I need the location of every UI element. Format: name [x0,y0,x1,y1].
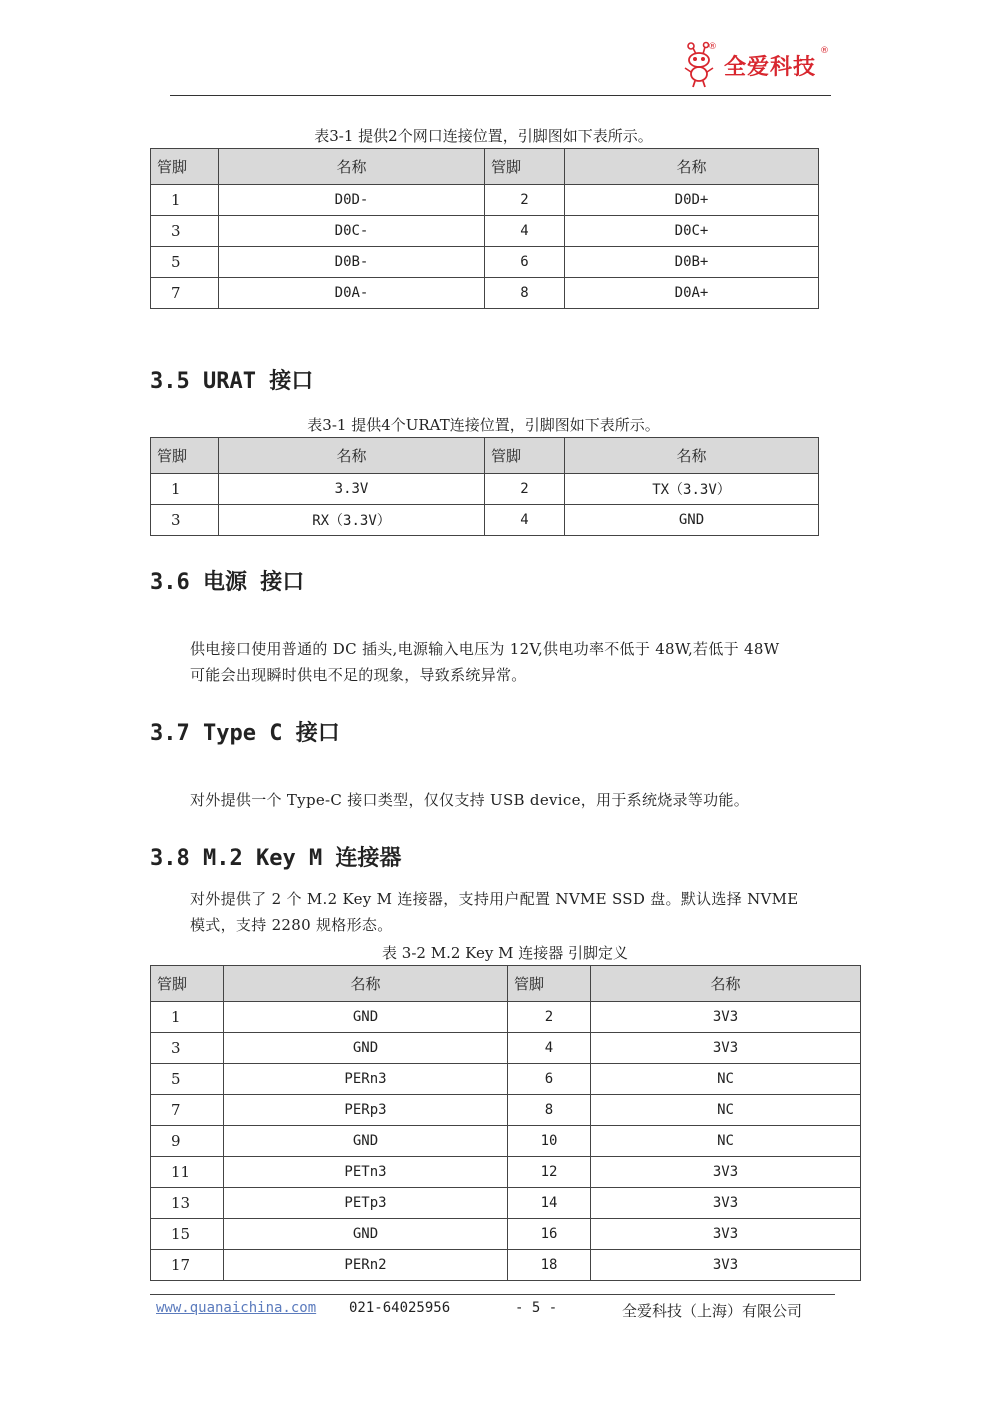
footer-website-link[interactable]: www.quanaichina.com [156,1300,317,1316]
col-header: 管脚 [151,149,219,185]
registered-mark-2: ® [820,46,829,56]
pin-name: D0C- [219,216,485,247]
pin-name: D0C+ [565,216,819,247]
pin-name: 3V3 [591,1250,861,1281]
pin-number: 18 [508,1250,591,1281]
table-row [151,1219,861,1250]
pin-number: 3 [151,1033,224,1064]
table-header-row [151,966,861,1002]
pin-name: GND [224,1002,508,1033]
table-row [151,185,819,216]
pin-number: 1 [151,185,219,216]
table-row [151,247,819,278]
pin-name: D0A+ [565,278,819,309]
col-header: 名称 [591,966,861,1002]
col-header: 名称 [219,149,485,185]
pin-name: D0B+ [565,247,819,278]
pin-name: D0D- [219,185,485,216]
pin-name: GND [224,1126,508,1157]
table-row [151,216,819,247]
pin-name: 3V3 [591,1002,861,1033]
pin-number: 4 [508,1033,591,1064]
table-header-row [151,438,819,474]
m2-paragraph [190,886,850,938]
pin-name: PETn3 [224,1157,508,1188]
paragraph-line: 供电接口使用普通的 DC 插头,电源输入电压为 12V,供电功率不低于 48W,若低于 48W [190,640,780,658]
pin-number: 3 [151,505,219,536]
footer-phone: 021-64025956 [349,1300,451,1316]
pin-number: 2 [508,1002,591,1033]
company-logo [682,40,832,90]
typec-paragraph: 对外提供一个 Type-C 接口类型，仅仅支持 USB device，用于系统烧录等功能。 [190,791,750,809]
section-heading-3-5: 3.5 URAT 接口 [150,369,314,394]
pin-number: 2 [485,185,565,216]
footer-divider [150,1294,835,1295]
section-heading-3-6: 3.6 电源 接口 [150,570,305,595]
pin-number: 14 [508,1188,591,1219]
table-row [151,474,819,505]
pin-number: 9 [151,1126,224,1157]
pin-number: 6 [508,1064,591,1095]
pin-number: 4 [485,216,565,247]
pin-number: 13 [151,1188,224,1219]
table-row [151,1157,861,1188]
pin-number: 16 [508,1219,591,1250]
col-header: 名称 [565,149,819,185]
pin-name: TX（3.3V） [565,474,819,505]
pin-name: 3V3 [591,1219,861,1250]
pin-number: 12 [508,1157,591,1188]
pin-name: 3.3V [219,474,485,505]
pin-number: 7 [151,1095,224,1126]
table-row [151,278,819,309]
pin-number: 1 [151,474,219,505]
table-row [151,505,819,536]
pin-name: PETp3 [224,1188,508,1219]
pin-name: D0D+ [565,185,819,216]
pin-name: NC [591,1095,861,1126]
pin-name: PERp3 [224,1095,508,1126]
table-header-row [151,149,819,185]
m2-table-caption: 表 3-2 M.2 Key M 连接器 引脚定义 [382,944,628,962]
paragraph-line: 可能会出现瞬时供电不足的现象，导致系统异常。 [190,666,527,684]
col-header: 管脚 [485,149,565,185]
pin-number: 8 [485,278,565,309]
table-row [151,1188,861,1219]
col-header: 名称 [224,966,508,1002]
pin-number: 5 [151,1064,224,1095]
table-row [151,1002,861,1033]
pin-number: 5 [151,247,219,278]
pin-name: 3V3 [591,1188,861,1219]
urat-pin-table [150,437,819,536]
pin-name: 3V3 [591,1157,861,1188]
table-row [151,1033,861,1064]
pin-name: GND [565,505,819,536]
col-header: 管脚 [508,966,591,1002]
table-row [151,1250,861,1281]
section-heading-3-7: 3.7 Type C 接口 [150,721,340,746]
table-row [151,1095,861,1126]
net-table-caption: 表3-1 提供2个网口连接位置，引脚图如下表所示。 [314,127,653,145]
table-row [151,1064,861,1095]
table-row [151,1126,861,1157]
pin-number: 7 [151,278,219,309]
pin-number: 11 [151,1157,224,1188]
pin-number: 4 [485,505,565,536]
m2-pin-table [150,965,861,1281]
pin-number: 15 [151,1219,224,1250]
pin-name: 3V3 [591,1033,861,1064]
pin-number: 17 [151,1250,224,1281]
registered-mark: ® [708,42,717,52]
pin-number: 8 [508,1095,591,1126]
pin-number: 1 [151,1002,224,1033]
pin-name: D0A- [219,278,485,309]
section-heading-3-8: 3.8 M.2 Key M 连接器 [150,846,402,871]
pin-name: GND [224,1033,508,1064]
net-pin-table [150,148,819,309]
power-paragraph [190,636,850,688]
pin-name: PERn3 [224,1064,508,1095]
pin-name: NC [591,1064,861,1095]
pin-number: 2 [485,474,565,505]
col-header: 管脚 [151,966,224,1002]
pin-name: GND [224,1219,508,1250]
pin-name: RX（3.3V） [219,505,485,536]
paragraph-line: 对外提供了 2 个 M.2 Key M 连接器，支持用户配置 NVME SSD 盘。默认选择 NVME [190,890,799,908]
footer-page-number: - 5 - [515,1300,558,1316]
col-header: 管脚 [151,438,219,474]
pin-name: NC [591,1126,861,1157]
pin-number: 3 [151,216,219,247]
header-divider [170,95,831,96]
col-header: 名称 [219,438,485,474]
pin-number: 10 [508,1126,591,1157]
brand-name: 全爱科技 [724,55,817,80]
pin-number: 6 [485,247,565,278]
pin-name: PERn2 [224,1250,508,1281]
footer-company: 全爱科技（上海）有限公司 [622,1302,803,1320]
paragraph-line: 模式，支持 2280 规格形态。 [190,916,393,934]
col-header: 名称 [565,438,819,474]
col-header: 管脚 [485,438,565,474]
urat-table-caption: 表3-1 提供4个URAT连接位置，引脚图如下表所示。 [307,416,660,434]
pin-name: D0B- [219,247,485,278]
